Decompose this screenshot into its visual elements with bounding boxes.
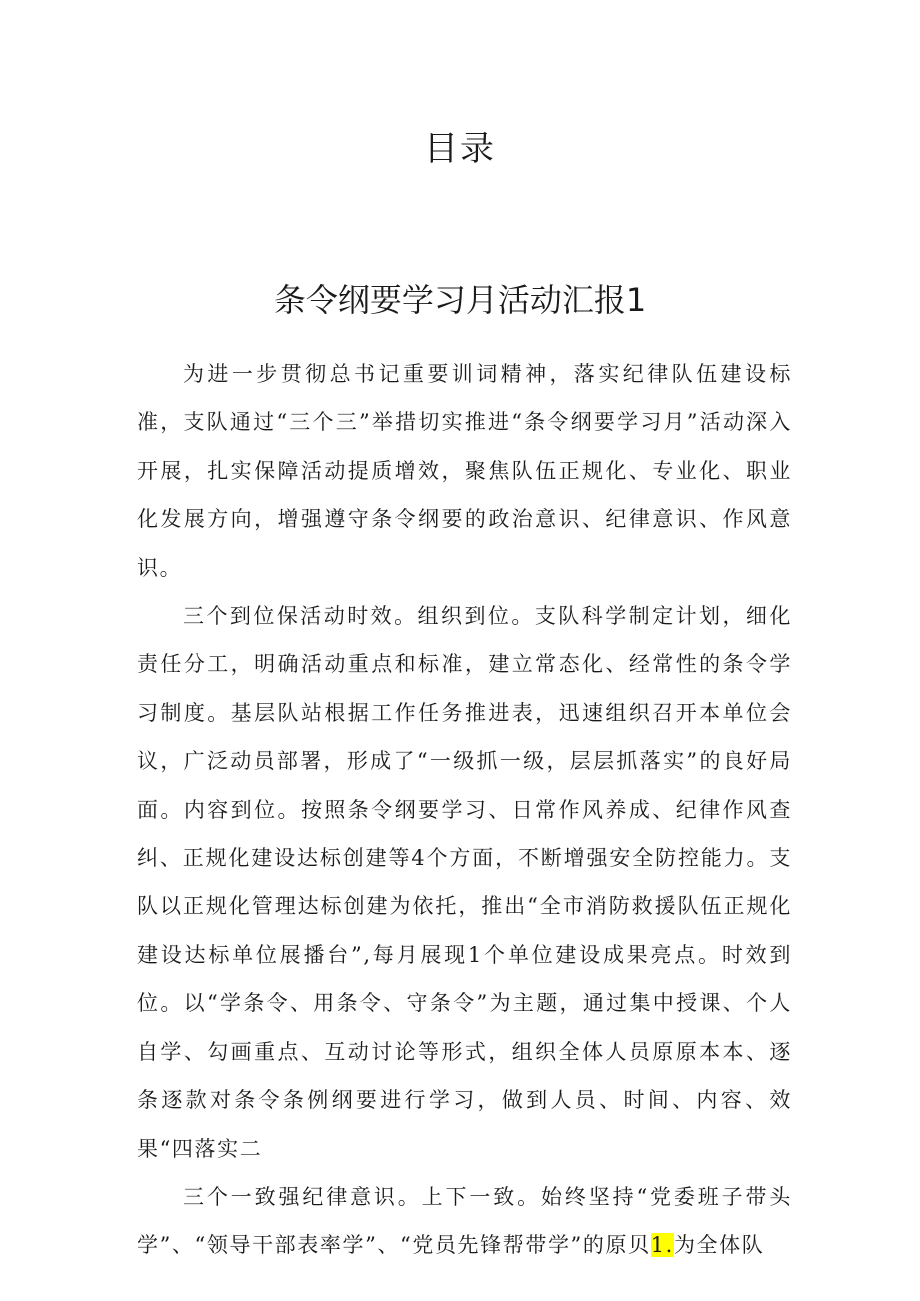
highlighted-text: 1.	[650, 1233, 674, 1258]
paragraph-three-in-place: 三个到位保活动时效。组织到位。支队科学制定计划，细化责任分工，明确活动重点和标准，建立常态化、经常性的条令学习制度。基层队站根据工作任务推进表，迅速组织召开本单位会议，广泛动员部署，形成了“一级抓一级，层层抓落实”的良好局面。内容到位。按照条令纲要学习、日常作风养成、纪律作风查纠、正规化建设达标创建等4个方面，不断增强安全防控能力。支队以正规化管理达标创建为依托，推出“全市消防救援队伍正规化建设达标单位展播台”,每月展现1个单位建设成果亮点。时效到位。以“学条令、用条令、守条令”为主题，通过集中授课、个人自学、勾画重点、互动讨论等形式，组织全体人员原原本本、逐条逐款对条令条例纲要进行学习，做到人员、时间、内容、效果“四落实二	[137, 604, 792, 1161]
paragraph-intro: 为进一步贯彻总书记重要训词精神，落实纪律队伍建设标准，支队通过“三个三”举措切实推进“条令纲要学习月”活动深入开展，扎实保障活动提质增效，聚焦队伍正规化、专业化、职业化发展方向，增强遵守条令纲要的政治意识、纪律意识、作风意识。	[137, 362, 792, 580]
toc-title: 目录	[424, 129, 496, 169]
paragraph-text-before-highlight: 三个一致强纪律意识。上下一致。始终坚持“党委班子带头学”、“领导干部表率学”、“党员先锋帮带学”的原贝	[137, 1184, 792, 1258]
paragraph-three-consistent	[137, 1173, 792, 1270]
document-title: 条令纲要学习月活动汇报1	[273, 281, 647, 319]
paragraph-text-after-highlight: 为全体队	[673, 1233, 765, 1258]
document-body	[137, 350, 792, 1270]
